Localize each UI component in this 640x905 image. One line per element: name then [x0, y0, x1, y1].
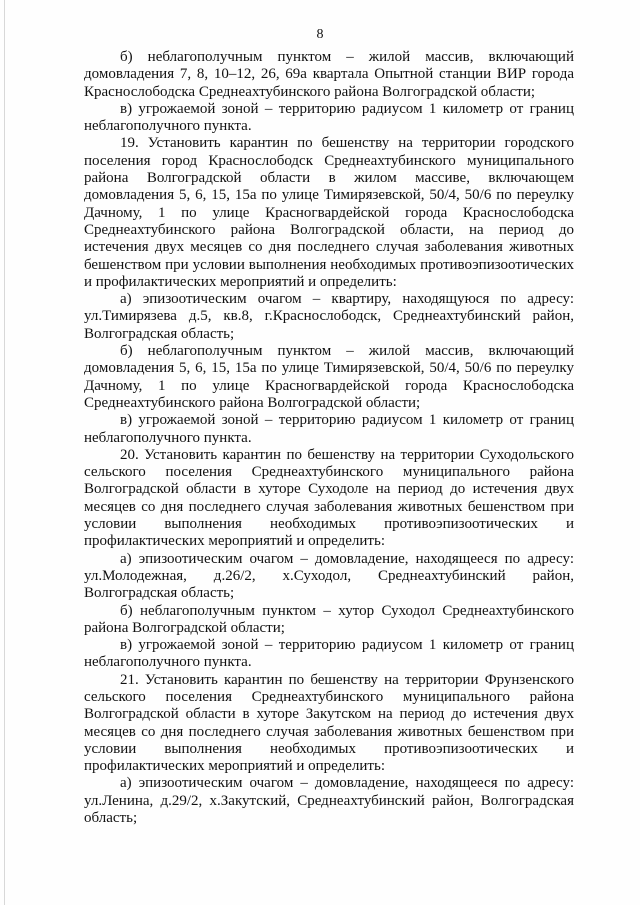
paragraph-19-quarantine: 19. Установить карантин по бешенству на территории городского поселения город Краснослободск Среднеахтубинского муниципального района Волгоградской области в жилом массиве, включающем домовладения 5, 6, 15, 15а по улице Тимирязевской, 50/4, 50/6 по переулку Дачному, 1 по улице Красногвардейской города Краснослободска Среднеахтубинского района Волгоградской области, на период до истечения двух месяцев со дня последнего случая заболевания животных бешенством при условии выполнения необходимых противоэпизоотических и профилактических мероприятий и определить: — [84, 135, 574, 290]
paragraph-19v-threat-zone: в) угрожаемой зоной – территорию радиусом 1 километр от границ неблагополучного пункта. — [84, 412, 574, 446]
paragraph-19b-area: б) неблагополучным пунктом – жилой массив, включающий домовладения 5, 6, 15, 15а по улице Тимирязевской, 50/4, 50/6 по переулку Дачному, 1 по улице Красногвардейской города Краснослободска Среднеахтубинского района Волгоградской области; — [84, 343, 574, 411]
page-number: 8 — [316, 27, 324, 42]
paragraph-21-quarantine: 21. Установить карантин по бешенству на территории Фрунзенского сельского поселения Среднеахтубинского муниципального района Волгоградской области в хуторе Закутском на период до истечения двух месяцев со дня последнего случая заболевания животных бешенством при условии выполнения необходимых противоэпизоотических и профилактических мероприятий и определить: — [84, 671, 574, 775]
paragraph-20a-focus: а) эпизоотическим очагом – домовладение, находящееся по адресу: ул.Молодежная, д.26/2, х.Суходол, Среднеахтубинский район, Волгоградская область; — [84, 550, 574, 602]
paragraph-6v-threat-zone: в) угрожаемой зоной – территорию радиусом 1 километр от границ неблагополучного пункта. — [84, 100, 574, 135]
paragraph-20v-threat-zone: в) угрожаемой зоной – территорию радиусом 1 километр от границ неблагополучного пункта. — [84, 637, 574, 671]
document-body — [84, 49, 574, 827]
scan-edge-line — [4, 0, 5, 905]
paragraph-6b-area: б) неблагополучным пунктом – жилой массив, включающий домовладения 7, 8, 10–12, 26, 69а квартала Опытной станции ВИР города Краснослободска Среднеахтубинского района Волгоградской области; — [84, 49, 574, 100]
paragraph-20-quarantine: 20. Установить карантин по бешенству на территории Суходольского сельского поселения Среднеахтубинского муниципального района Волгоградской области в хуторе Суходоле на период до истечения двух месяцев со дня последнего случая заболевания животных бешенством при условии выполнения необходимых противоэпизоотических и профилактических мероприятий и определить: — [84, 446, 574, 550]
paragraph-19a-focus: а) эпизоотическим очагом – квартиру, находящуюся по адресу: ул.Тимирязева д.5, кв.8, г.Краснослободск, Среднеахтубинский район, Волгоградская область; — [84, 291, 574, 342]
paragraph-20b-area: б) неблагополучным пунктом – хутор Суходол Среднеахтубинского района Волгоградской области; — [84, 602, 574, 636]
paragraph-21a-focus: а) эпизоотическим очагом – домовладение, находящееся по адресу: ул.Ленина, д.29/2, х.Закутский, Среднеахтубинский район, Волгоградская область; — [84, 775, 574, 827]
